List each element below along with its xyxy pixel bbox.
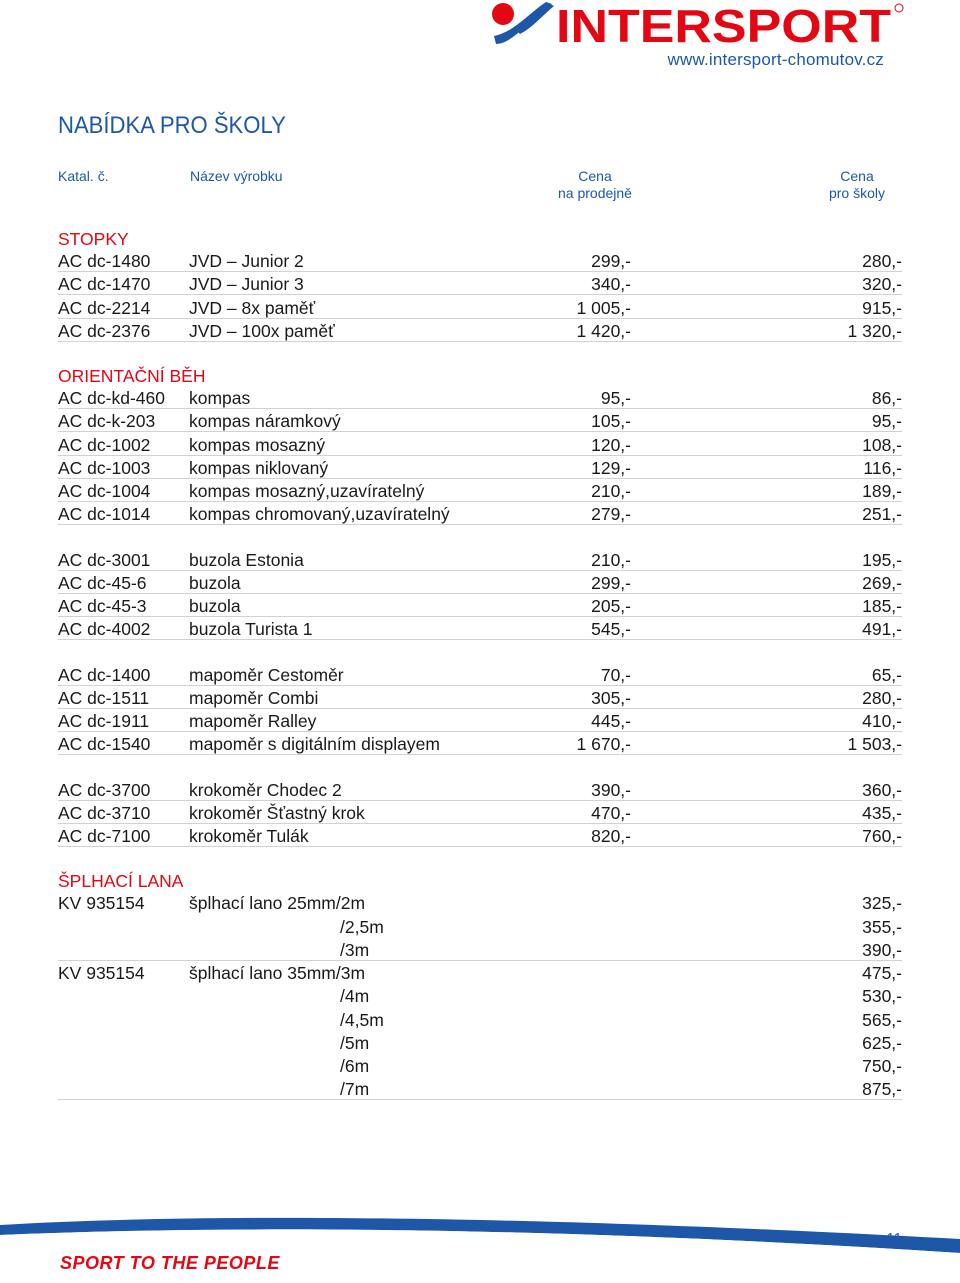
- product-name: kompas náramkový: [189, 411, 341, 432]
- catalog-number: AC dc-2376: [58, 320, 151, 341]
- table-row: [58, 297, 902, 319]
- school-price: 95,-: [871, 411, 902, 432]
- store-price: 1 670,-: [576, 734, 631, 755]
- school-price: 325,-: [862, 893, 902, 914]
- school-price: 355,-: [862, 916, 902, 937]
- store-price: 120,-: [591, 434, 631, 455]
- product-name: šplhací lano 35mm/3m: [189, 963, 366, 983]
- store-price: 545,-: [591, 619, 631, 640]
- catalog-number: AC dc-1511: [58, 687, 150, 708]
- catalog-number: AC dc-1004: [58, 481, 151, 501]
- school-price: 760,-: [862, 826, 902, 846]
- catalog-number: AC dc-2214: [58, 297, 151, 318]
- logo-swoosh-icon: [492, 2, 554, 44]
- catalog-number: AC dc-1480: [58, 251, 151, 271]
- store-price: 299,-: [591, 251, 631, 271]
- product-name: JVD – Junior 3: [189, 274, 304, 295]
- school-price: 1 320,-: [847, 320, 902, 341]
- table-row: [58, 892, 902, 914]
- table-row: [58, 480, 902, 502]
- school-price: 195,-: [862, 549, 902, 570]
- table-row: [58, 687, 902, 709]
- school-price: 875,-: [862, 1079, 902, 1100]
- product-name: /7m: [340, 1079, 370, 1100]
- logo-wordmark: INTERSPORT: [556, 0, 891, 50]
- catalog-number: AC dc-7100: [58, 826, 151, 846]
- catalog-number: AC dc-3710: [58, 802, 151, 823]
- catalog-number: AC dc-1400: [58, 664, 151, 685]
- table-row: [58, 457, 902, 479]
- column-school-price-line1: Cena: [840, 168, 874, 184]
- page-header: [0, 0, 960, 80]
- product-name: kompas chromovaný,uzavíratelný: [189, 504, 450, 525]
- school-price: 1 503,-: [847, 734, 902, 755]
- product-name: /6m: [340, 1056, 370, 1076]
- school-price: 390,-: [862, 939, 902, 960]
- store-price: 1 420,-: [576, 320, 631, 341]
- table-row: [58, 320, 902, 342]
- catalog-number: AC dc-45-6: [58, 572, 147, 593]
- column-catalog-number: Katal. č.: [58, 168, 109, 184]
- intersport-logo: [490, 0, 910, 50]
- product-name: /4,5m: [340, 1009, 384, 1030]
- school-price: 280,-: [862, 251, 902, 271]
- page-footer: [0, 1195, 960, 1283]
- store-price: 105,-: [591, 411, 631, 432]
- school-price: 185,-: [862, 596, 902, 616]
- school-price: 625,-: [862, 1032, 902, 1053]
- product-name: /4m: [340, 986, 370, 1007]
- catalog-number: AC dc-1003: [58, 457, 151, 478]
- catalog-number: AC dc-1470: [58, 274, 151, 295]
- table-row: [58, 916, 902, 938]
- store-price: 1 005,-: [576, 297, 631, 318]
- product-name: mapoměr Combi: [189, 687, 319, 708]
- page-title: NABÍDKA PRO ŠKOLY: [58, 112, 286, 139]
- table-row: [58, 779, 902, 801]
- store-price: 129,-: [591, 457, 631, 478]
- column-store-price: [530, 168, 660, 202]
- price-list: [58, 228, 902, 1102]
- store-price: 470,-: [591, 802, 631, 823]
- product-name: šplhací lano 25mm/2m: [189, 893, 366, 914]
- product-name: kompas niklovaný: [189, 457, 329, 478]
- product-name: mapoměr s digitálním displayem: [189, 734, 440, 755]
- catalog-number: AC dc-1540: [58, 734, 151, 755]
- store-price: 205,-: [591, 596, 631, 616]
- product-name: buzola: [189, 596, 241, 616]
- table-row: [58, 595, 902, 617]
- table-row: [58, 572, 902, 594]
- school-price: 86,-: [871, 388, 902, 408]
- store-price: 820,-: [591, 826, 631, 846]
- school-price: 280,-: [862, 687, 902, 708]
- table-row: [58, 825, 902, 847]
- store-price: 279,-: [591, 504, 631, 525]
- table-row: [58, 618, 902, 640]
- school-price: 108,-: [862, 434, 902, 455]
- column-store-price-line1: Cena: [578, 168, 612, 184]
- table-row: [58, 710, 902, 732]
- catalog-number: AC dc-1014: [58, 504, 151, 525]
- section-title: STOPKY: [58, 229, 129, 249]
- store-price: 210,-: [591, 549, 631, 570]
- catalog-number: AC dc-3001: [58, 549, 151, 570]
- group-spacer: [58, 527, 902, 549]
- school-price: 65,-: [871, 664, 902, 685]
- product-name: JVD – 100x paměť: [189, 320, 335, 341]
- product-name: krokoměr Šťastný krok: [189, 802, 365, 823]
- column-school-price-line2: pro školy: [828, 185, 886, 201]
- product-name: kompas mosazný: [189, 434, 326, 455]
- catalog-number: KV 935154: [58, 893, 145, 914]
- column-store-price-line2: na prodejně: [558, 185, 632, 201]
- product-name: mapoměr Cestoměr: [189, 664, 344, 685]
- product-name: JVD – 8x paměť: [189, 297, 316, 318]
- page-number: strana 11: [840, 1230, 902, 1247]
- school-price: 269,-: [862, 572, 902, 593]
- column-product-name: Název výrobku: [190, 168, 283, 184]
- school-price: 915,-: [862, 297, 902, 318]
- product-name: krokoměr Chodec 2: [189, 779, 342, 800]
- table-row: [58, 802, 902, 824]
- table-row: [58, 1032, 902, 1054]
- store-price: 305,-: [591, 687, 631, 708]
- table-row: [58, 549, 902, 571]
- school-price: 410,-: [862, 711, 902, 731]
- group-spacer: [58, 757, 902, 779]
- table-row: [58, 985, 902, 1007]
- product-name: /3m: [340, 939, 370, 960]
- product-name: buzola Estonia: [189, 549, 304, 570]
- catalog-number: AC dc-1002: [58, 434, 151, 455]
- table-row: [58, 387, 902, 409]
- school-price: 530,-: [862, 986, 902, 1007]
- catalog-number: AC dc-kd-460: [58, 388, 165, 408]
- school-price: 491,-: [862, 619, 902, 640]
- school-price: 189,-: [862, 481, 902, 501]
- product-name: krokoměr Tulák: [189, 826, 309, 846]
- table-row: [58, 434, 902, 456]
- product-name: mapoměr Ralley: [189, 711, 317, 731]
- table-row: [58, 733, 902, 755]
- footer-slogan: SPORT TO THE PEOPLE: [60, 1253, 280, 1273]
- product-name: /5m: [340, 1032, 370, 1053]
- store-price: 299,-: [591, 572, 631, 593]
- product-name: JVD – Junior 2: [189, 251, 304, 271]
- section-spacer: [58, 343, 902, 365]
- catalog-number: AC dc-45-3: [58, 596, 147, 616]
- table-row: [58, 962, 902, 984]
- store-price: 95,-: [600, 388, 631, 408]
- catalog-number: AC dc-1911: [58, 711, 150, 731]
- column-school-price: [812, 168, 902, 202]
- school-price: 320,-: [862, 274, 902, 295]
- catalog-number: AC dc-4002: [58, 619, 151, 640]
- product-name: kompas: [189, 388, 251, 408]
- school-price: 251,-: [862, 504, 902, 525]
- store-price: 390,-: [591, 779, 631, 800]
- product-name: /2,5m: [340, 916, 384, 937]
- catalog-number: KV 935154: [58, 963, 145, 983]
- store-price: 210,-: [591, 481, 631, 501]
- catalog-number: AC dc-3700: [58, 779, 151, 800]
- table-row: [58, 250, 902, 272]
- column-headers: [58, 168, 902, 208]
- table-row: [58, 410, 902, 432]
- section-spacer: [58, 848, 902, 870]
- product-name: buzola Turista 1: [189, 619, 313, 640]
- school-price: 475,-: [862, 963, 902, 983]
- section-title: ŠPLHACÍ LANA: [58, 871, 184, 892]
- product-name: buzola: [189, 572, 241, 593]
- table-row: [58, 503, 902, 525]
- store-price: 70,-: [600, 664, 631, 685]
- school-price: 435,-: [862, 802, 902, 823]
- table-row: [58, 664, 902, 686]
- table-row: [58, 273, 902, 295]
- table-row: [58, 1078, 902, 1100]
- store-price: 340,-: [591, 274, 631, 295]
- group-spacer: [58, 642, 902, 664]
- table-row: [58, 1009, 902, 1031]
- catalog-number: AC dc-k-203: [58, 411, 156, 432]
- school-price: 116,-: [863, 457, 902, 478]
- section-title: ORIENTAČNÍ BĚH: [58, 366, 206, 386]
- school-price: 360,-: [862, 779, 902, 800]
- product-name: kompas mosazný,uzavíratelný: [189, 481, 425, 501]
- table-row: [58, 1055, 902, 1077]
- school-price: 750,-: [862, 1056, 902, 1076]
- store-price: 445,-: [591, 711, 631, 731]
- school-price: 565,-: [862, 1009, 902, 1030]
- website-url[interactable]: www.intersport-chomutov.cz: [667, 50, 884, 69]
- table-row: [58, 939, 902, 961]
